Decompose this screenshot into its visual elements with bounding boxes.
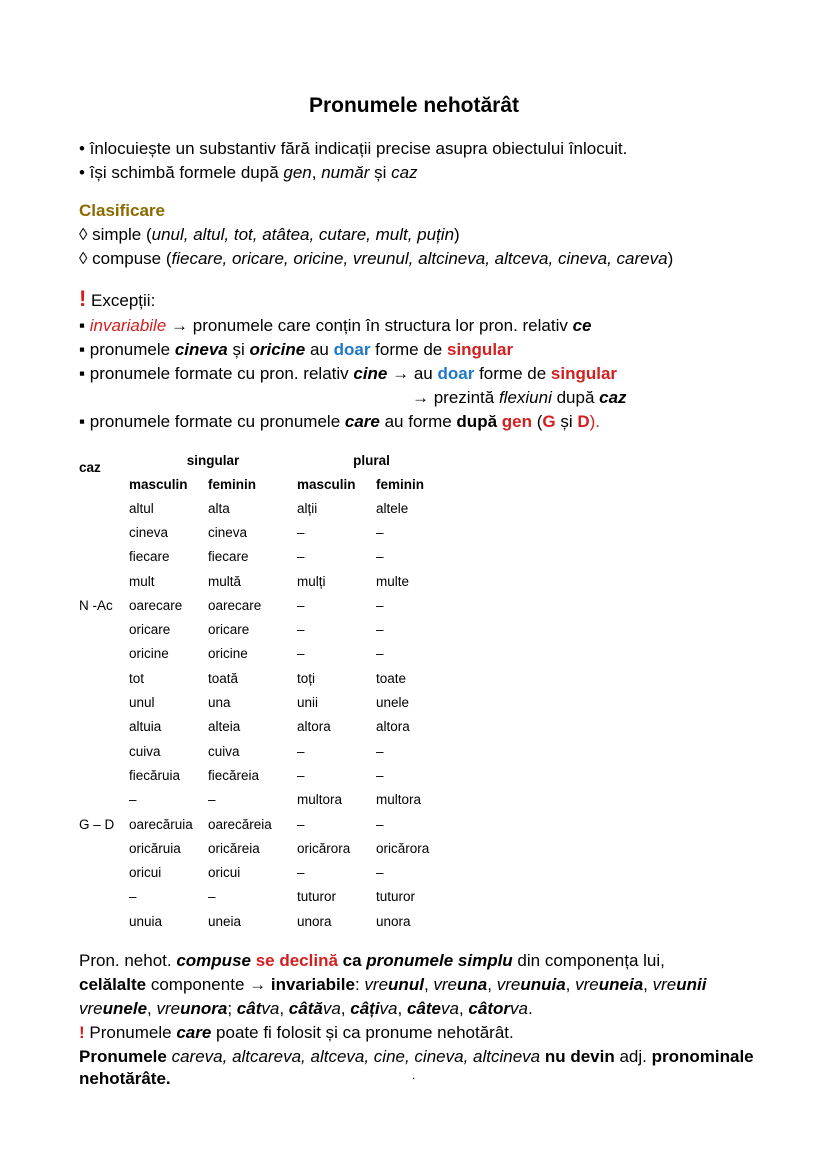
table-cell: multora bbox=[297, 792, 343, 808]
table-cell: – bbox=[208, 889, 216, 905]
text: au forme bbox=[379, 412, 457, 431]
form-prefix: câtă bbox=[288, 999, 323, 1018]
text: ▪ pronumele formate cu pronumele bbox=[79, 412, 345, 431]
table-cell: – bbox=[376, 524, 384, 540]
term-care: care bbox=[344, 412, 380, 431]
text: : bbox=[354, 975, 365, 994]
text: poate fi folosit și ca pronume nehotărât. bbox=[211, 1023, 514, 1042]
term-invariabile: invariabile bbox=[89, 316, 167, 335]
table-cell: – bbox=[376, 549, 384, 565]
table-cell: fiecăreia bbox=[208, 767, 260, 783]
page-title: Pronumele nehotărât bbox=[308, 94, 520, 117]
term-singular: singular bbox=[550, 364, 618, 383]
table-cell-caz bbox=[79, 545, 129, 569]
table-cell: unora bbox=[297, 913, 332, 929]
page-dot: . bbox=[412, 1068, 416, 1082]
table-cell: oarecare bbox=[208, 597, 262, 613]
word-form bbox=[433, 975, 487, 994]
table-cell-caz bbox=[79, 885, 129, 909]
clasificare-heading: Clasificare bbox=[79, 201, 165, 220]
form-suffix: va bbox=[261, 999, 280, 1018]
table-row bbox=[79, 836, 446, 860]
text: ◊ simple ( bbox=[79, 225, 152, 244]
form-prefix: câtor bbox=[468, 999, 510, 1018]
table-row bbox=[79, 520, 446, 544]
table-cell: toată bbox=[208, 670, 239, 686]
table-cell: – bbox=[297, 597, 305, 613]
exclamation-icon: ! bbox=[79, 1023, 85, 1042]
text: Pronumele bbox=[79, 1047, 172, 1066]
table-cell: cineva bbox=[129, 524, 169, 540]
exceptii-rule-1 bbox=[79, 315, 592, 337]
table-cell: – bbox=[376, 597, 384, 613]
table-cell: – bbox=[208, 792, 216, 808]
table-cell: unora bbox=[376, 913, 411, 929]
form-suffix: unii bbox=[676, 975, 707, 994]
table-cell: oarecăreia bbox=[208, 816, 272, 832]
table-cell: fiecăruia bbox=[129, 767, 181, 783]
text: Excepții: bbox=[86, 291, 156, 310]
term-celelalte: celălalte bbox=[79, 975, 147, 994]
form-suffix: una bbox=[457, 975, 488, 994]
text: forme de bbox=[474, 364, 551, 383]
table-cell: toate bbox=[376, 670, 407, 686]
text: și bbox=[227, 340, 250, 359]
pronoun-list: careva, altcareva, altceva, cine, cineva, altcineva bbox=[171, 1047, 541, 1066]
table-cell: cineva bbox=[208, 524, 248, 540]
term-d: D bbox=[577, 412, 590, 431]
word-form bbox=[407, 999, 459, 1018]
table-cell: – bbox=[376, 865, 384, 881]
term-cineva: cineva bbox=[174, 340, 228, 359]
form-prefix: câți bbox=[350, 999, 380, 1018]
form-suffix: uneia bbox=[598, 975, 644, 994]
form-suffix: unora bbox=[180, 999, 228, 1018]
word-form bbox=[653, 975, 707, 994]
text: ). bbox=[589, 412, 601, 431]
word-form bbox=[575, 975, 643, 994]
bottom-line-1 bbox=[79, 950, 759, 972]
text: forme de bbox=[370, 340, 447, 359]
word-form bbox=[79, 999, 147, 1018]
table-cell-caz bbox=[79, 520, 129, 544]
table-cell: oricine bbox=[208, 646, 248, 662]
text: ▪ pronumele formate cu pron. relativ bbox=[79, 364, 354, 383]
table-row bbox=[79, 715, 446, 739]
table-header-row bbox=[79, 448, 446, 472]
table-cell: mult bbox=[129, 573, 155, 589]
table-cell-caz bbox=[79, 617, 129, 641]
table-cell: tot bbox=[129, 670, 145, 686]
word-form bbox=[237, 999, 280, 1018]
table-row bbox=[79, 812, 446, 836]
table-cell: – bbox=[129, 889, 137, 905]
form-suffix: unul bbox=[388, 975, 424, 994]
form-prefix: cât bbox=[236, 999, 262, 1018]
bottom-line-3: vreunele, vreunora; câtva, câtăva, câțiva, câteva, câtorva. bbox=[79, 999, 533, 1018]
table-cell: – bbox=[376, 743, 384, 759]
table-cell-caz bbox=[79, 909, 129, 933]
term-caz: caz bbox=[599, 388, 627, 407]
text: după bbox=[551, 388, 600, 407]
table-row bbox=[79, 569, 446, 593]
form-prefix: vre bbox=[433, 975, 458, 994]
form-suffix: va bbox=[441, 999, 459, 1018]
table-cell: oricăruia bbox=[129, 840, 181, 856]
table-cell: multe bbox=[376, 573, 410, 589]
table-cell: – bbox=[297, 549, 305, 565]
form-suffix: va bbox=[510, 999, 528, 1018]
table-cell: oricine bbox=[129, 646, 169, 662]
table-cell: – bbox=[376, 646, 384, 662]
term-g: G bbox=[542, 412, 556, 431]
vre-forms: vreunul, vreuna, vreunuia, vreuneia, vreunii bbox=[364, 975, 707, 994]
form-prefix: vre bbox=[575, 975, 599, 994]
table-cell: altele bbox=[376, 500, 409, 516]
table-cell: altuia bbox=[129, 719, 162, 735]
table-cell: – bbox=[297, 622, 305, 638]
table-cell-caz bbox=[79, 642, 129, 666]
table-cell: tuturor bbox=[376, 889, 416, 905]
table-cell-caz bbox=[79, 739, 129, 763]
bottom-line-4 bbox=[79, 1022, 759, 1044]
text: au bbox=[305, 340, 334, 359]
word-form bbox=[364, 975, 424, 994]
header-feminin: feminin bbox=[376, 476, 425, 492]
compuse-list: fiecare, oricare, oricine, vreunul, altcineva, altceva, cineva, careva bbox=[171, 249, 668, 268]
table-cell: altora bbox=[376, 719, 410, 735]
table-cell: alta bbox=[208, 500, 230, 516]
table-cell-caz bbox=[79, 715, 129, 739]
table-cell: – bbox=[297, 865, 305, 881]
intro-bullet-1-text: • înlocuiește un substantiv fără indicații precise asupra obiectului înlocuit. bbox=[79, 139, 628, 158]
table-cell: unul bbox=[129, 695, 155, 711]
exceptii-rule-4 bbox=[79, 411, 600, 433]
table-cell: cuiva bbox=[208, 743, 240, 759]
term-dupa: după bbox=[456, 412, 498, 431]
bottom-line-2 bbox=[79, 974, 759, 996]
exclamation-icon: ! bbox=[79, 286, 87, 311]
table-row bbox=[79, 496, 446, 520]
form-prefix: vre bbox=[496, 975, 521, 994]
table-row bbox=[79, 545, 446, 569]
exceptii-rule-2 bbox=[79, 339, 513, 361]
table-subheader-row bbox=[79, 472, 446, 496]
table-body bbox=[79, 496, 446, 933]
bottom-line-5 bbox=[79, 1046, 759, 1090]
table-cell: oarecare bbox=[129, 597, 183, 613]
table-row bbox=[79, 885, 446, 909]
text: → au bbox=[387, 364, 438, 383]
table-cell: unuia bbox=[129, 913, 163, 929]
table-cell: oarecăruia bbox=[129, 816, 193, 832]
table-cell: oricărora bbox=[297, 840, 351, 856]
term-ca: ca bbox=[337, 951, 367, 970]
table-cell: – bbox=[376, 622, 384, 638]
table-cell: altora bbox=[297, 719, 331, 735]
table-row bbox=[79, 593, 446, 617]
text: → pronumele care conțin în structura lor pron. relativ bbox=[166, 316, 573, 335]
table-cell: – bbox=[297, 524, 305, 540]
table-cell: oricăreia bbox=[208, 840, 260, 856]
table-cell: fiecare bbox=[129, 549, 170, 565]
form-prefix: vre bbox=[652, 975, 677, 994]
form-prefix: vre bbox=[156, 999, 181, 1018]
text: ▪ pronumele bbox=[79, 340, 175, 359]
table-cell: fiecare bbox=[208, 549, 249, 565]
table-cell: cuiva bbox=[129, 743, 161, 759]
word-form bbox=[468, 999, 528, 1018]
text: ◊ compuse ( bbox=[79, 249, 172, 268]
term-care: care bbox=[176, 1023, 212, 1042]
table-cell: oricui bbox=[129, 865, 162, 881]
cat-forms: câtva, câtăva, câțiva, câteva, câtorva bbox=[236, 999, 528, 1018]
term-caz: caz bbox=[391, 163, 418, 182]
text: Pronumele bbox=[84, 1023, 177, 1042]
declension-table bbox=[79, 448, 446, 933]
table-row bbox=[79, 642, 446, 666]
table-cell-caz bbox=[79, 569, 129, 593]
table-cell: – bbox=[297, 743, 305, 759]
text: și bbox=[369, 163, 392, 182]
term-pronumele-simplu: pronumele simplu bbox=[366, 951, 513, 970]
header-caz: caz bbox=[79, 460, 101, 475]
table-row bbox=[79, 739, 446, 763]
header-singular: singular bbox=[186, 452, 240, 468]
form-suffix: va bbox=[322, 999, 341, 1018]
intro-bullet-1 bbox=[79, 138, 627, 160]
simple-list: unul, altul, tot, atâtea, cutare, mult, puțin bbox=[151, 225, 455, 244]
table-cell-caz: G – D bbox=[79, 816, 115, 832]
term-numar: număr bbox=[321, 163, 370, 182]
text: ▪ bbox=[79, 316, 90, 335]
term-oricine: oricine bbox=[249, 340, 306, 359]
word-form bbox=[350, 999, 397, 1018]
word-form bbox=[156, 999, 227, 1018]
table-cell-caz bbox=[79, 666, 129, 690]
term-cine: cine bbox=[353, 364, 388, 383]
table-row bbox=[79, 763, 446, 787]
header-plural: plural bbox=[353, 452, 390, 468]
term-invariabile: invariabile bbox=[270, 975, 355, 994]
term-gen: gen bbox=[501, 412, 532, 431]
table-cell: – bbox=[297, 646, 305, 662]
form-suffix: unele bbox=[102, 999, 148, 1018]
table-cell: – bbox=[376, 816, 384, 832]
table-cell: una bbox=[208, 695, 231, 711]
exceptii-rule-3-continued bbox=[412, 387, 627, 409]
text: • își schimbă formele după bbox=[79, 163, 284, 182]
table-cell: oricare bbox=[129, 622, 171, 638]
form-prefix: vre bbox=[79, 999, 103, 1018]
table-cell: oricare bbox=[208, 622, 250, 638]
table-cell: unele bbox=[376, 695, 410, 711]
text: ( bbox=[532, 412, 543, 431]
text: ) bbox=[667, 249, 674, 268]
table-cell: uneia bbox=[208, 913, 242, 929]
text: adj. bbox=[614, 1047, 652, 1066]
term-nu-devin: nu devin bbox=[540, 1047, 615, 1066]
table-row bbox=[79, 860, 446, 884]
table-cell-caz bbox=[79, 860, 129, 884]
table-cell: oricărora bbox=[376, 840, 430, 856]
term-flexiuni: flexiuni bbox=[498, 388, 552, 407]
table-cell-caz bbox=[79, 496, 129, 520]
table-cell: – bbox=[297, 767, 305, 783]
table-cell: tuturor bbox=[297, 889, 337, 905]
table-row bbox=[79, 666, 446, 690]
text: componente → bbox=[146, 975, 271, 994]
table-cell: alții bbox=[297, 500, 318, 516]
table-cell: toți bbox=[297, 670, 316, 686]
table-row bbox=[79, 909, 446, 933]
table-cell: multă bbox=[208, 573, 242, 589]
text: → prezintă bbox=[412, 388, 499, 407]
table-cell: alteia bbox=[208, 719, 241, 735]
term-pronominale-nehotarate: pronominale nehotărâte. bbox=[79, 1047, 754, 1088]
table-cell: oricui bbox=[208, 865, 241, 881]
table-cell-caz bbox=[79, 836, 129, 860]
table-cell-caz bbox=[79, 788, 129, 812]
table-cell: – bbox=[376, 767, 384, 783]
text: , bbox=[311, 163, 322, 182]
form-prefix: vre bbox=[364, 975, 389, 994]
clasificare-simple bbox=[79, 224, 460, 246]
text: Pron. nehot. bbox=[79, 951, 177, 970]
vre-forms: vreunele, vreunora bbox=[79, 999, 228, 1018]
term-doar: doar bbox=[333, 340, 371, 359]
term-compuse: compuse bbox=[176, 951, 251, 970]
term-doar: doar bbox=[437, 364, 475, 383]
table-cell: – bbox=[129, 792, 137, 808]
table-row bbox=[79, 690, 446, 714]
table-cell: altul bbox=[129, 500, 154, 516]
table-cell: – bbox=[297, 816, 305, 832]
table-cell-caz bbox=[79, 690, 129, 714]
form-prefix: câte bbox=[406, 999, 441, 1018]
exceptii-rule-3 bbox=[79, 363, 617, 385]
word-form bbox=[497, 975, 566, 994]
header-masculin: masculin bbox=[129, 476, 188, 492]
intro-bullet-2 bbox=[79, 162, 418, 184]
term-gen: gen bbox=[283, 163, 312, 182]
term-ce: ce bbox=[572, 316, 592, 335]
text: ) bbox=[454, 225, 460, 244]
text: din componența lui, bbox=[512, 951, 665, 970]
table-cell-caz bbox=[79, 763, 129, 787]
word-form bbox=[289, 999, 341, 1018]
table-cell: unii bbox=[297, 695, 319, 711]
header-feminin: feminin bbox=[208, 476, 257, 492]
table-cell: multora bbox=[376, 792, 422, 808]
table-row bbox=[79, 617, 446, 641]
term-singular: singular bbox=[446, 340, 514, 359]
table-cell: mulți bbox=[297, 573, 326, 589]
form-suffix: unuia bbox=[520, 975, 566, 994]
term-se-declina: se declină bbox=[250, 951, 338, 970]
table-row bbox=[79, 788, 446, 812]
clasificare-compuse bbox=[79, 248, 673, 270]
exceptii-heading bbox=[79, 288, 155, 312]
header-masculin: masculin bbox=[297, 476, 356, 492]
text: și bbox=[555, 412, 578, 431]
form-suffix: va bbox=[379, 999, 398, 1018]
table-cell-caz: N -Ac bbox=[79, 597, 113, 613]
